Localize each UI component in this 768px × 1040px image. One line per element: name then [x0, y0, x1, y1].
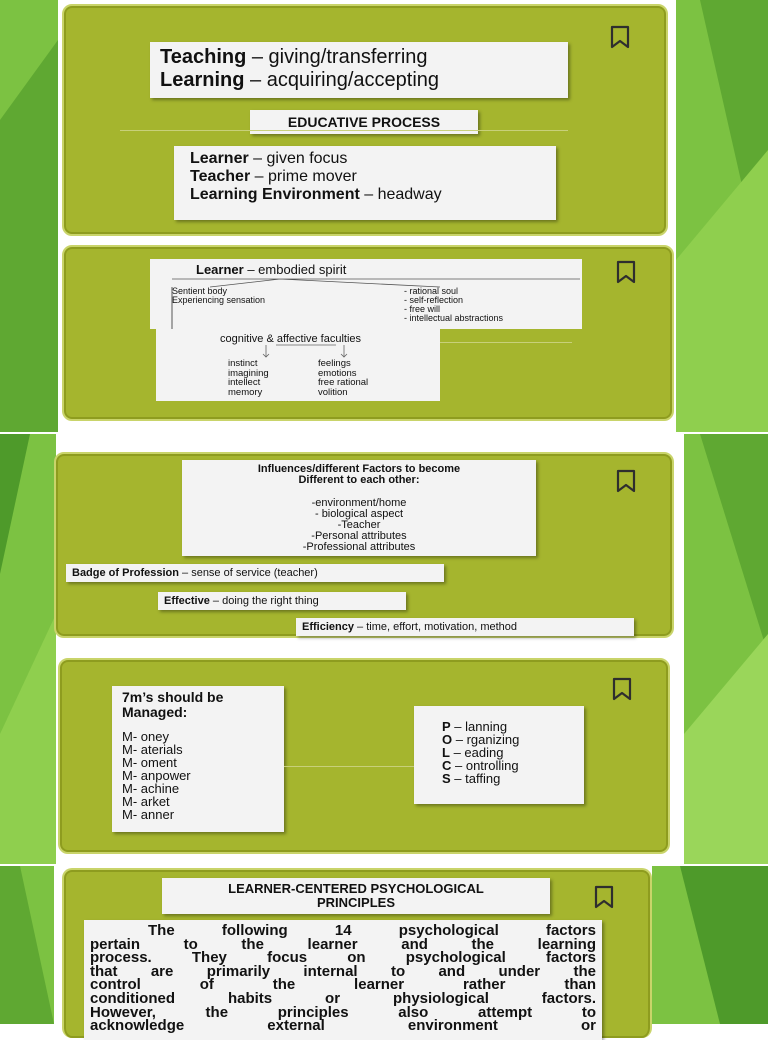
- factor-item: - biological aspect: [314, 508, 404, 520]
- learner-spirit-card: [62, 245, 674, 421]
- sentient-item: Sentient body: [172, 286, 228, 296]
- learner-title: Learner: [196, 262, 244, 277]
- principles-heading-line-2: PRINCIPLES: [316, 895, 395, 910]
- paragraph-line: pertain to the learner and the learning: [90, 935, 596, 953]
- polcs-letter: O: [442, 732, 453, 747]
- cognitive-item: instinct: [228, 358, 258, 369]
- polcs-text: – eading: [449, 745, 504, 760]
- bookmark-icon[interactable]: [612, 678, 632, 700]
- factor-item: -environment/home: [311, 497, 407, 509]
- learner-spirit-box: [150, 259, 582, 329]
- seven-ms-card: [58, 658, 670, 854]
- paragraph-line: process. They focus on psychological factors: [90, 949, 596, 967]
- paragraph-line: However, the principles also attempt to: [90, 1003, 596, 1021]
- slide-1: [0, 0, 768, 432]
- slide-3: [0, 866, 768, 1035]
- affective-item: emotions: [318, 367, 357, 379]
- m-item: M- anner: [122, 807, 175, 822]
- learning-term: Learning: [160, 69, 245, 91]
- bookmark-icon[interactable]: [610, 26, 630, 48]
- polcs-text: – taffing: [450, 771, 501, 786]
- affective-item: volition: [318, 386, 348, 398]
- seven-ms-box: [112, 686, 284, 832]
- polcs-box: [414, 706, 584, 804]
- factors-list: [182, 498, 536, 553]
- influences-box: [182, 460, 536, 556]
- polcs-letter: S: [442, 771, 451, 786]
- teaching-term: Teaching: [160, 46, 247, 68]
- educative-process-card: [62, 4, 668, 236]
- influences-heading: Influences/different Factors to become: [257, 463, 461, 475]
- cognitive-item: memory: [228, 386, 263, 398]
- factor-item: -Teacher: [337, 519, 381, 531]
- divider-line: [120, 130, 568, 131]
- factor-item: -Professional attributes: [302, 541, 416, 553]
- affective-list: [318, 359, 368, 397]
- learning-environment-definition: – headway: [359, 186, 442, 203]
- bookmark-icon[interactable]: [594, 886, 614, 908]
- faculties-heading: cognitive & affective faculties: [220, 333, 362, 345]
- learner-term: Learner: [190, 150, 249, 167]
- badge-of-profession: [66, 564, 444, 582]
- learning-definition: – acquiring/accepting: [244, 69, 440, 91]
- m-item: M- oney: [122, 729, 169, 744]
- bookmark-icon[interactable]: [616, 261, 636, 283]
- learner-subtitle: – embodied spirit: [243, 262, 347, 277]
- rational-item: - rational soul: [404, 286, 459, 296]
- divider-line: [440, 342, 572, 343]
- polcs-letter: L: [442, 745, 450, 760]
- rational-item: - intellectual abstractions: [404, 313, 504, 323]
- seven-ms-heading-2: Managed:: [122, 704, 188, 720]
- teacher-definition: – prime mover: [250, 168, 357, 185]
- paragraph-line: acknowledge external environment or: [90, 1017, 596, 1035]
- rational-item: - self-reflection: [404, 295, 464, 305]
- educative-process-items: [174, 146, 556, 220]
- learning-environment-term: Learning Environment: [190, 186, 360, 203]
- paragraph-line: The following 14 psychological factors: [148, 922, 596, 939]
- m-item: M- achine: [122, 781, 180, 796]
- educative-process-heading: EDUCATIVE PROCESS: [250, 110, 478, 134]
- efficiency-definition: [296, 618, 634, 636]
- faculties-box: [156, 329, 440, 401]
- badge-definition: – sense of service (teacher): [178, 567, 318, 579]
- cognitive-item: imagining: [228, 367, 269, 379]
- factor-item: -Personal attributes: [311, 530, 407, 542]
- effective-term: Effective: [164, 595, 210, 607]
- efficiency-text: – time, effort, motivation, method: [353, 621, 518, 633]
- bookmark-icon[interactable]: [616, 470, 636, 492]
- slide-2: [0, 434, 768, 864]
- teaching-definition: – giving/transferring: [246, 46, 428, 68]
- m-item: M- aterials: [122, 742, 183, 757]
- polcs-text: – lanning: [450, 719, 508, 734]
- rational-item: - free will: [404, 304, 441, 314]
- paragraph-line: that are primarily internal to and under the: [90, 962, 596, 980]
- sentient-item: Experiencing sensation: [172, 295, 266, 305]
- connector-line: [284, 766, 414, 767]
- influences-heading-2: Different to each other:: [298, 474, 420, 486]
- learner-definition: – given focus: [248, 150, 348, 167]
- m-item: M- oment: [122, 755, 177, 770]
- polcs-text: – ontrolling: [451, 758, 519, 773]
- efficiency-term: Efficiency: [302, 621, 354, 633]
- paragraph-line: control of the learner rather than: [90, 976, 596, 994]
- seven-ms-heading: 7m’s should be: [122, 689, 224, 705]
- psychological-principles-card: [62, 868, 652, 1038]
- principles-paragraph: [84, 920, 602, 1040]
- teacher-term: Teacher: [190, 168, 251, 185]
- affective-item: feelings: [318, 358, 351, 369]
- m-item: M- arket: [122, 794, 170, 809]
- teaching-learning-box: [150, 42, 568, 98]
- polcs-letter: C: [442, 758, 452, 773]
- principles-heading-line: LEARNER-CENTERED PSYCHOLOGICAL: [228, 881, 484, 896]
- badge-term: Badge of Profession: [72, 567, 179, 579]
- principles-heading: [162, 878, 550, 914]
- cognitive-list: [228, 359, 269, 397]
- polcs-letter: P: [442, 719, 451, 734]
- branch-lines: [150, 259, 582, 329]
- effective-definition: [158, 592, 406, 610]
- affective-item: free rational: [318, 377, 369, 388]
- cognitive-item: intellect: [228, 377, 261, 388]
- m-item: M- anpower: [122, 768, 191, 783]
- polcs-text: – rganizing: [452, 732, 520, 747]
- faculty-arrows: [156, 329, 440, 363]
- paragraph-line: conditioned habits or physiological factors.: [90, 989, 596, 1007]
- influences-card: [54, 452, 674, 638]
- effective-text: – doing the right thing: [209, 595, 319, 607]
